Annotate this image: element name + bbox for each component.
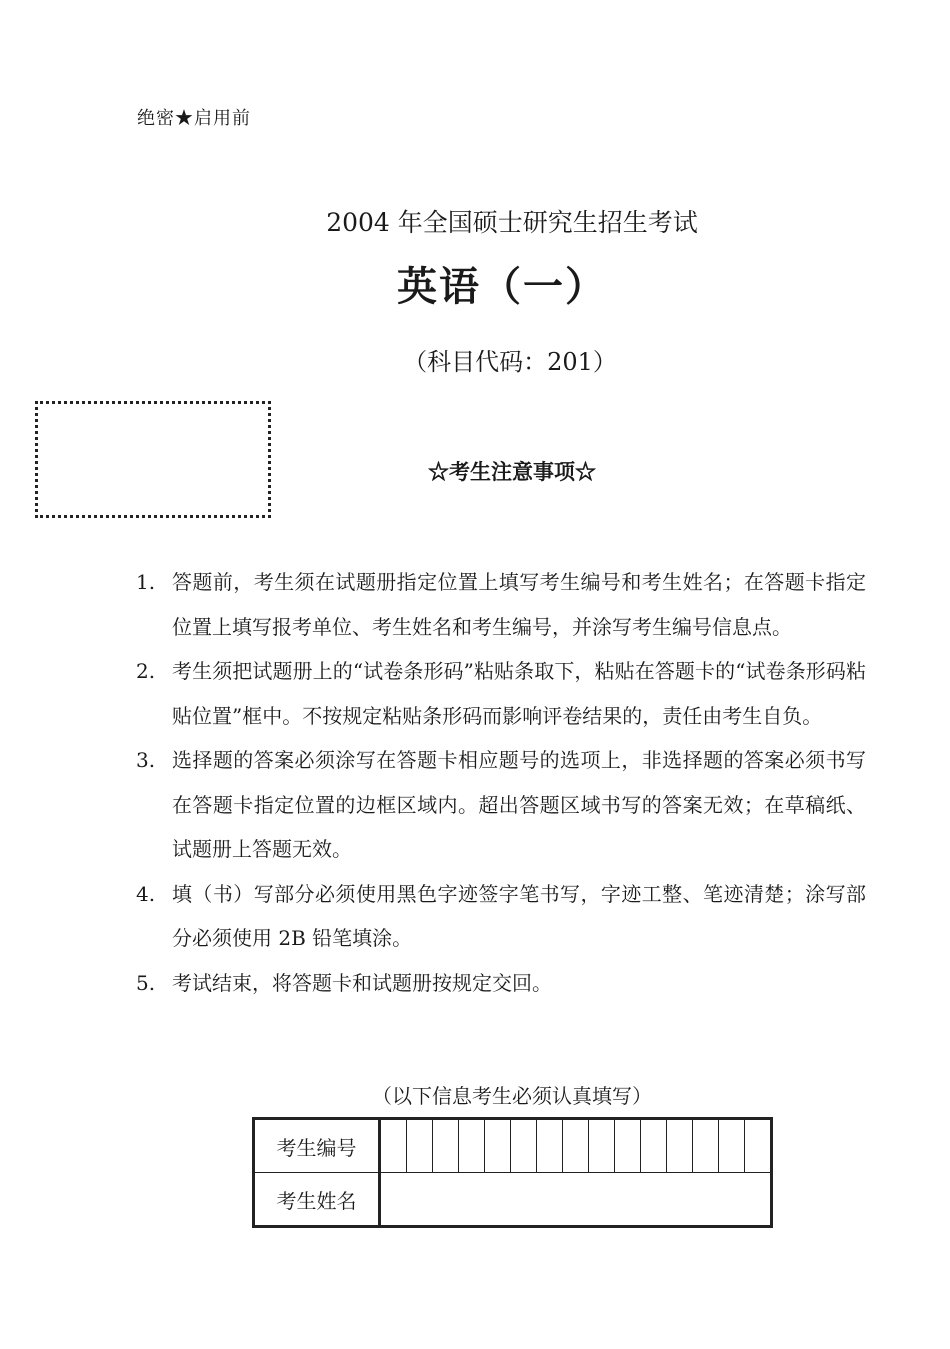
confidential-label: 绝密★启用前 xyxy=(137,108,251,129)
instruction-text: 选择题的答案必须涂写在答题卡相应题号的选项上，非选择题的答案必须书写在答题卡指定位置的边框区域内。超出答题区域书写的答案无效；在草稿纸、试题册上答题无效。 xyxy=(172,748,866,861)
candidate-number-label: 考生编号 xyxy=(254,1119,380,1173)
instruction-number: 5. xyxy=(136,970,156,995)
candidate-number-digit-box[interactable] xyxy=(693,1119,719,1173)
candidate-info-table xyxy=(252,1117,773,1228)
candidate-name-field[interactable] xyxy=(380,1173,772,1227)
candidate-name-row xyxy=(254,1173,772,1227)
instruction-text: 考试结束，将答题卡和试题册按规定交回。 xyxy=(172,970,552,995)
subject-code: （科目代码：201） xyxy=(403,348,617,376)
candidate-number-digit-box[interactable] xyxy=(511,1119,537,1173)
candidate-number-digit-box[interactable] xyxy=(433,1119,459,1173)
candidate-number-digit-box[interactable] xyxy=(563,1119,589,1173)
candidate-number-digit-box[interactable] xyxy=(459,1119,485,1173)
candidate-number-digit-box[interactable] xyxy=(615,1119,641,1173)
instruction-item xyxy=(136,872,866,961)
instruction-text: 填（书）写部分必须使用黑色字迹签字笔书写，字迹工整、笔迹清楚；涂写部分必须使用 2B 铅笔填涂。 xyxy=(172,881,866,950)
candidate-number-digit-box[interactable] xyxy=(641,1119,667,1173)
instruction-number: 4. xyxy=(136,881,156,906)
candidate-number-digit-box[interactable] xyxy=(745,1119,772,1173)
instruction-text: 考生须把试题册上的“试卷条形码”粘贴条取下，粘贴在答题卡的“试卷条形码粘贴位置”框中。不按规定粘贴条形码而影响评卷结果的，责任由考生自负。 xyxy=(172,659,866,728)
instruction-item xyxy=(136,738,866,872)
candidate-number-row xyxy=(254,1119,772,1173)
instruction-item xyxy=(136,649,866,738)
candidate-number-digit-box[interactable] xyxy=(380,1119,407,1173)
instruction-list xyxy=(136,560,866,1005)
candidate-number-digit-box[interactable] xyxy=(485,1119,511,1173)
candidate-number-digit-box[interactable] xyxy=(537,1119,563,1173)
instruction-number: 1. xyxy=(136,570,156,594)
candidate-number-digit-box[interactable] xyxy=(667,1119,693,1173)
candidate-number-digit-box[interactable] xyxy=(589,1119,615,1173)
candidate-number-digit-box[interactable] xyxy=(719,1119,745,1173)
notice-heading: ☆考生注意事项☆ xyxy=(428,459,596,484)
subject-title: 英语（一） xyxy=(397,263,607,310)
candidate-name-label: 考生姓名 xyxy=(254,1173,380,1227)
instruction-text: 答题前，考生须在试题册指定位置上填写考生编号和考生姓名；在答题卡指定位置上填写报考单位、考生姓名和考生编号，并涂写考生编号信息点。 xyxy=(172,570,866,639)
instruction-number: 3. xyxy=(136,748,156,772)
fill-in-note: （以下信息考生必须认真填写） xyxy=(372,1084,652,1108)
candidate-number-digit-box[interactable] xyxy=(407,1119,433,1173)
instruction-item xyxy=(136,560,866,649)
instruction-number: 2. xyxy=(136,659,156,683)
instruction-item xyxy=(136,961,866,1006)
exam-title: 2004 年全国硕士研究生招生考试 xyxy=(326,208,698,237)
